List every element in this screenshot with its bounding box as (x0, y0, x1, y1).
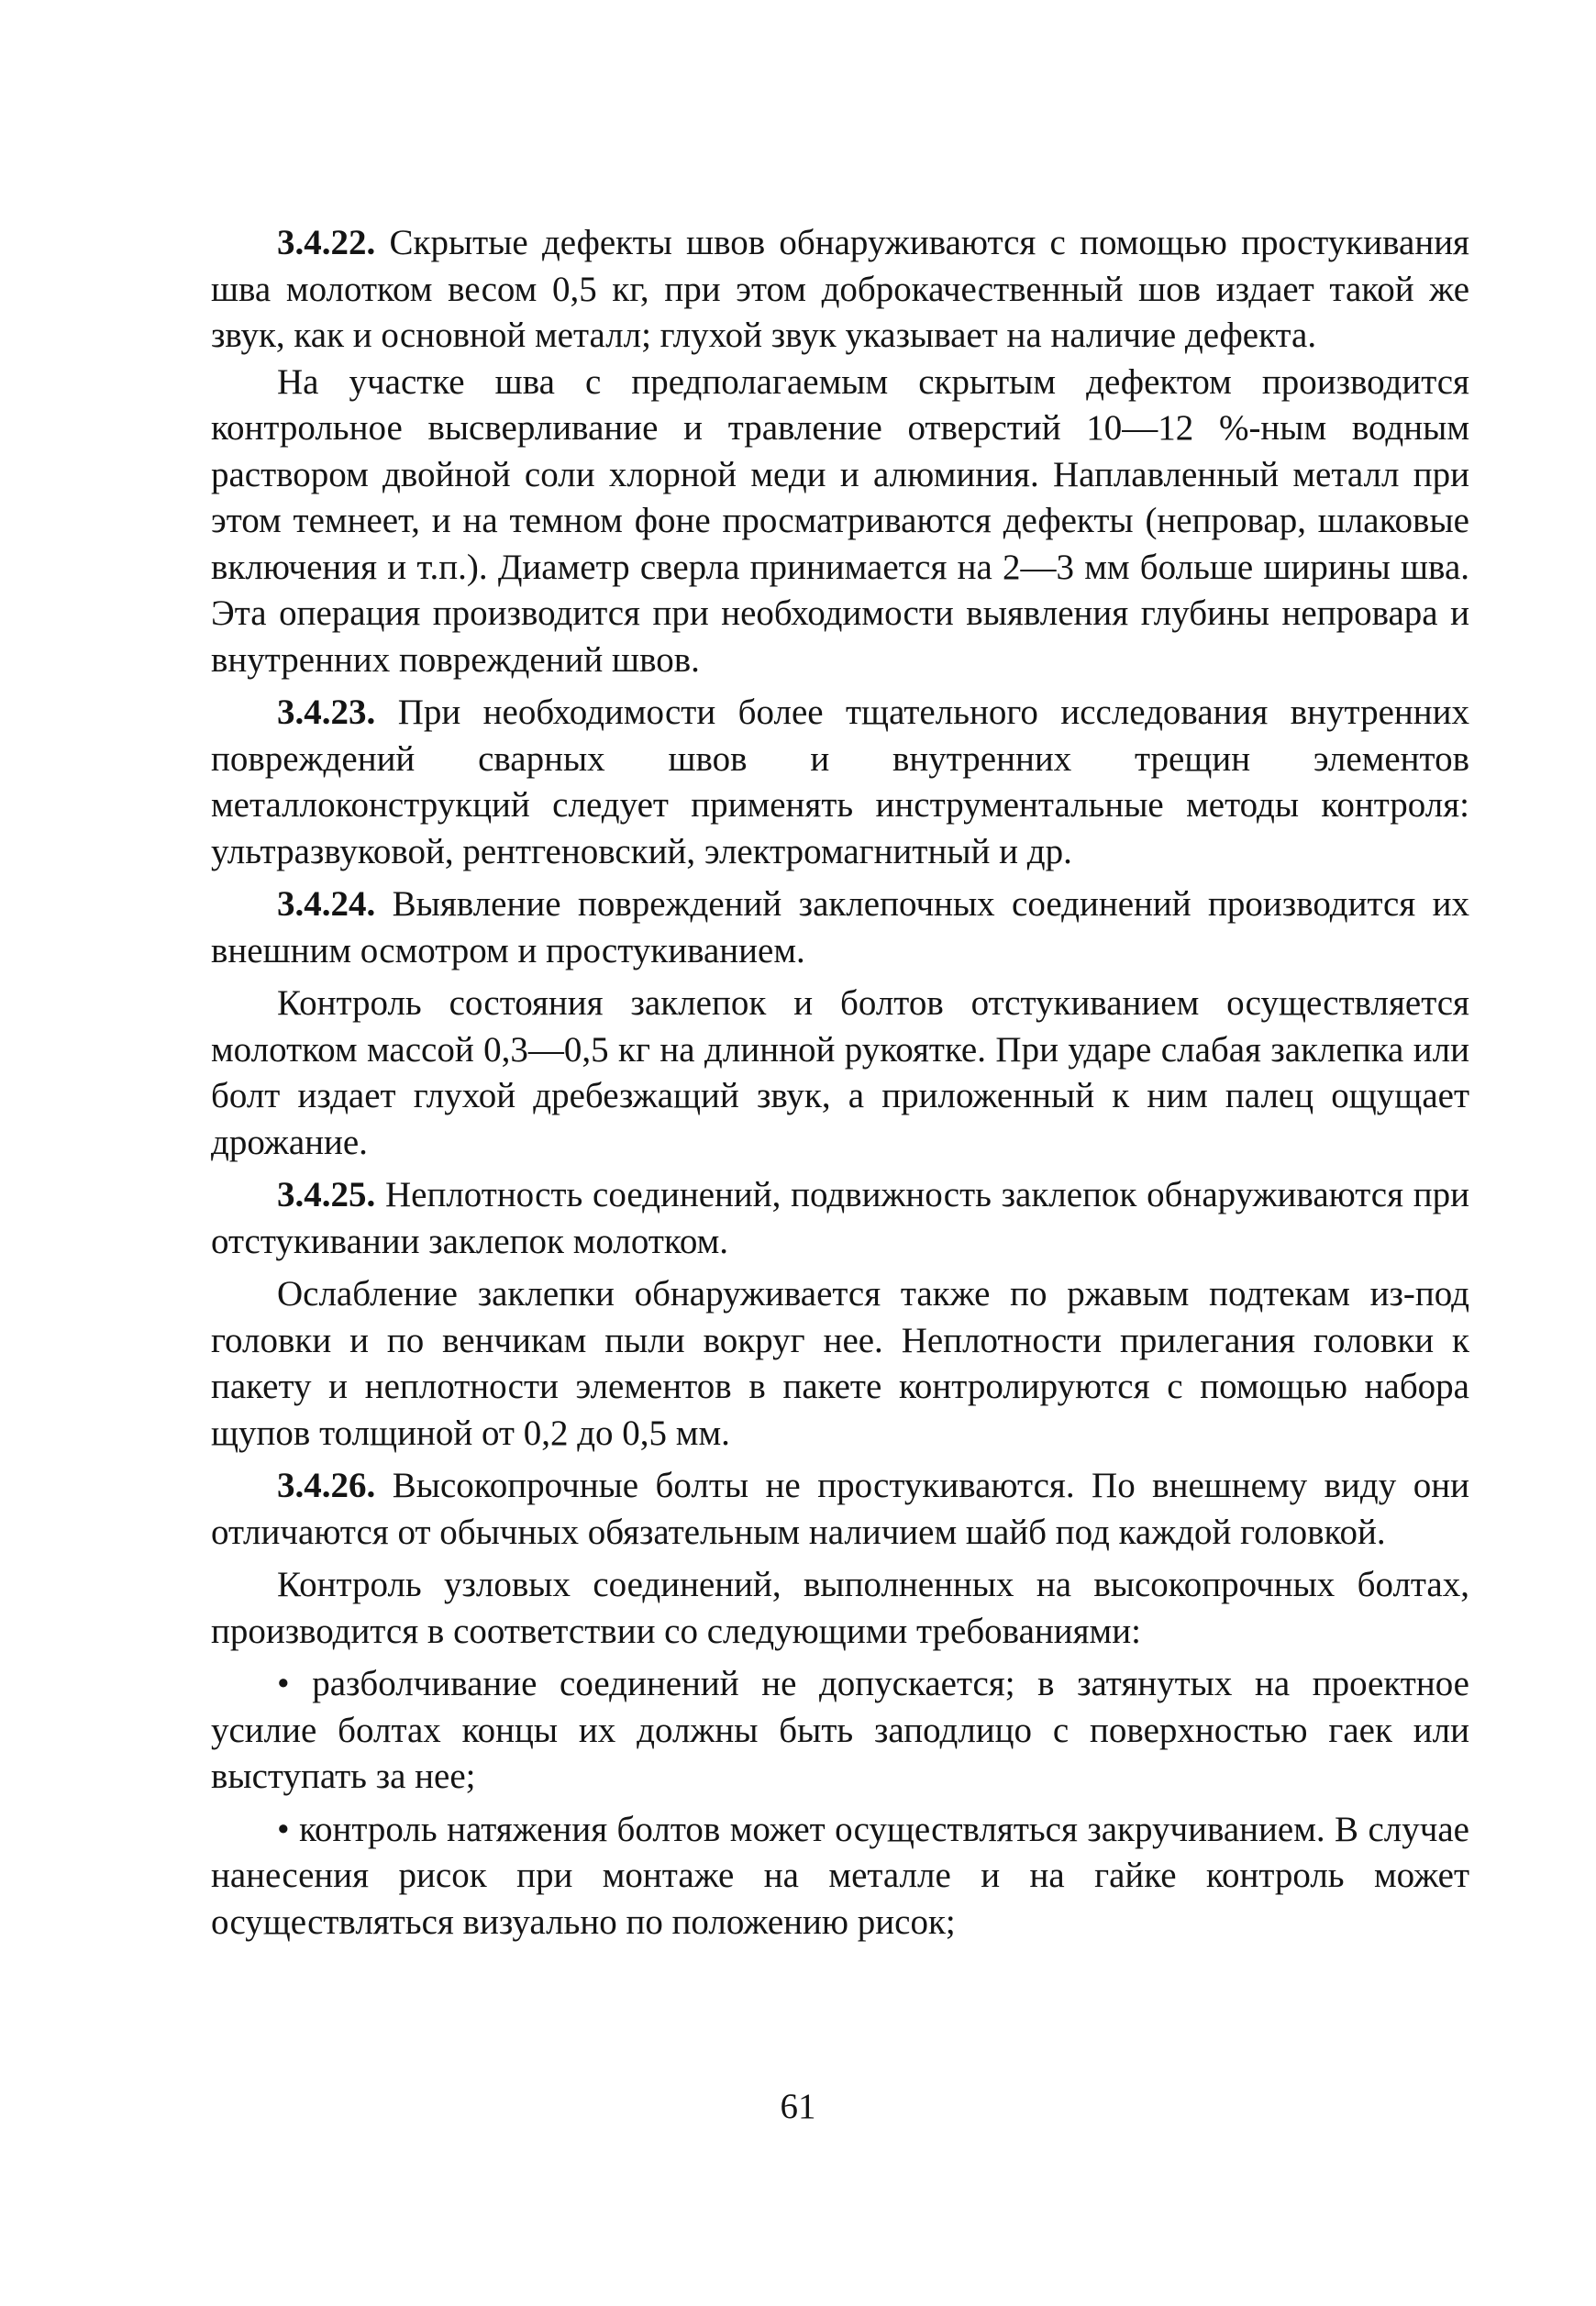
paragraph-text: Высокопрочные болты не простукиваются. По внешнему виду они отличаются от обычных обязательным наличием шайб под каждой головкой. (211, 1466, 1469, 1552)
paragraph-3-4-24 (211, 881, 1469, 974)
list-item-tension-control (211, 1807, 1469, 1946)
paragraph-text: Выявление повреждений заклепочных соединений производится их внешним осмотром и простукиванием. (211, 884, 1469, 970)
paragraph-text: Ослабление заклепки обнаруживается также по ржавым подтекам из-под головки и по венчикам пыли вокруг нее. Неплотности прилегания головки к пакету и неплотности элементов в пакете контролируются с помощью набора щупов толщиной от 0,2 до 0,5 мм. (211, 1274, 1469, 1453)
paragraph-3-4-26 (211, 1463, 1469, 1556)
clause-number: 3.4.24. (277, 884, 376, 924)
paragraph-text: На участке шва с предполагаемым скрытым дефектом производится контрольное высверливание и травление отверстий 10—12 %-ным водным раствором двойной соли хлорной меди и алюминия. Наплавленный металл при этом темнеет, и на темном фоне просматриваются дефекты (непровар, шлаковые включения и т.п.). Диаметр сверла принимается на 2—3 мм больше ширины шва. Эта операция производится при необходимости выявления глубины непровара и внутренних повреждений швов. (211, 361, 1469, 680)
clause-number: 3.4.22. (277, 223, 376, 262)
paragraph-text: • разболчивание соединений не допускается; в затянутых на проектное усилие болтах концы их должны быть заподлицо с поверхностью гаек или выступать за нее; (211, 1664, 1469, 1796)
paragraph-3-4-25 (211, 1172, 1469, 1265)
paragraph-text: Неплотность соединений, подвижность заклепок обнаруживаются при отстукивании заклепок молотком. (211, 1175, 1469, 1261)
clause-number: 3.4.26. (277, 1466, 376, 1505)
paragraph-rivet-loosening (211, 1271, 1469, 1457)
paragraph-text: • контроль натяжения болтов может осуществляться закручиванием. В случае нанесения рисок при монтаже на металле и на гайке контроль может осуществляться визуально по положению рисок; (211, 1809, 1469, 1942)
paragraph-joint-control (211, 1562, 1469, 1655)
paragraph-drilling-control (211, 360, 1469, 684)
list-item-unbolting (211, 1661, 1469, 1801)
body-text (211, 220, 1469, 1946)
paragraph-rivet-bolt-tapping (211, 981, 1469, 1166)
paragraph-3-4-22 (211, 220, 1469, 360)
paragraph-text: Контроль узловых соединений, выполненных на высокопрочных болтах, производится в соответствии со следующими требованиями: (211, 1565, 1469, 1651)
paragraph-3-4-23 (211, 690, 1469, 875)
page-number: 61 (780, 2087, 816, 2126)
paragraph-text: При необходимости более тщательного исследования внутренних повреждений сварных швов и внутренних трещин элементов металлоконструкций следует применять инструментальные методы контроля: ультразвуковой, рентгеновский, электромагнитный и др. (211, 693, 1469, 871)
paragraph-text: Контроль состояния заклепок и болтов отстукиванием осуществляется молотком массой 0,3—0,5 кг на длинной рукоятке. При ударе слабая заклепка или болт издает глухой дребезжащий звук, а приложенный к ним палец ощущает дрожание. (211, 983, 1469, 1162)
paragraph-text: Скрытые дефекты швов обнаруживаются с помощью простукивания шва молотком весом 0,5 кг, при этом доброкачественный шов издает такой же звук, как и основной металл; глухой звук указывает на наличие дефекта. (211, 223, 1469, 355)
clause-number: 3.4.25. (277, 1175, 376, 1214)
clause-number: 3.4.23. (277, 693, 376, 732)
